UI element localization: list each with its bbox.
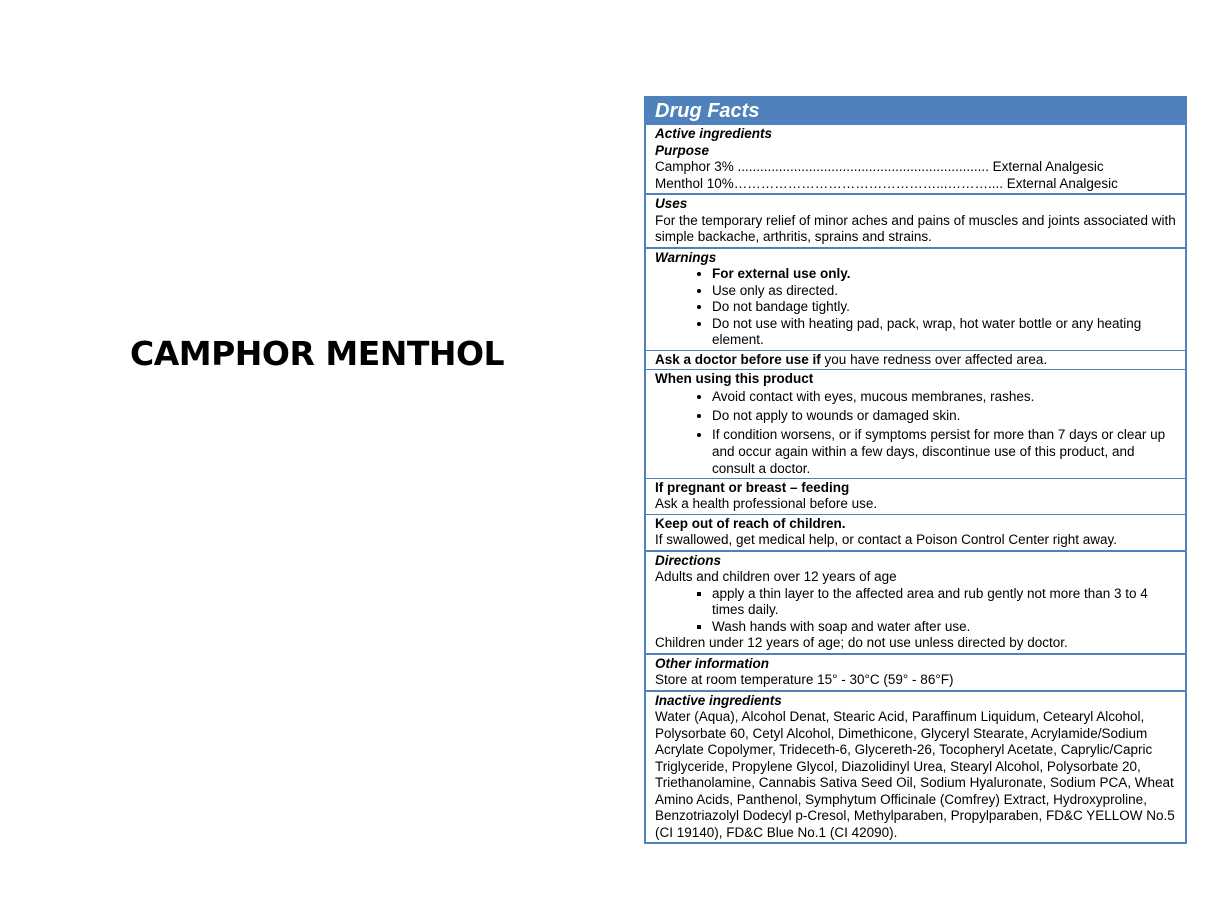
active-row-camphor: Camphor 3% ................................................................... External Analgesic [655,159,1104,174]
pregnant-section [646,478,1185,514]
warnings-section [646,247,1185,350]
inactive-ingredients-section [646,690,1185,843]
directions-intro: Adults and children over 12 years of age [655,569,897,584]
warnings-list [655,266,1176,349]
children-text: If swallowed, get medical help, or contact a Poison Control Center right away. [655,532,1117,547]
product-name: CAMPHOR MENTHOL [130,334,505,373]
list-item: • Do not bandage tightly. [712,299,1176,316]
inactive-ingredients-heading: Inactive ingredients [655,692,782,708]
children-section [646,514,1185,550]
active-row-menthol: Menthol 10%………………………………………...……….... External Analgesic [655,175,1118,191]
list-item: • Do not apply to wounds or damaged skin. [712,407,1176,424]
warnings-heading: Warnings [655,249,717,265]
list-item: • Use only as directed. [712,283,1176,300]
pregnant-heading: If pregnant or breast – feeding [655,479,850,495]
list-item: • Avoid contact with eyes, mucous membranes, rashes. [712,388,1176,405]
pregnant-text: Ask a health professional before use. [655,496,878,511]
inactive-ingredients-text: Water (Aqua), Alcohol Denat, Stearic Acid, Paraffinum Liquidum, Cetearyl Alcohol, Polysorbate 60, Cetyl Alcohol, Dimethicone, Glyceryl Stearate, Acrylamide/Sodium Acrylate Copolymer, Trideceth-6, Glycereth-26, Tocopheryl Acetate, Caprylic/Capric Triglyceride, Propylene Glycol, Diazolidinyl Urea, Stearyl Alcohol, Polysorbate 20, Triethanolamine, Cannabis Sativa Seed Oil, Sodium Hyaluronate, Sodium PCA, Wheat Amino Acids, Panthenol, Symphytum Officinale (Comfrey) Extract, Hydroxyproline, Benzotriazolyl Dodecyl p-Cresol, Methylparaben, Propylparaben, FD&C YELLOW No.5 (CI 19140), FD&C Blue No.1 (CI 42090). [655,709,1175,840]
other-information-heading: Other information [655,655,769,671]
drug-facts-title: Drug Facts [646,98,1185,124]
list-item: • For external use only. [712,266,1176,283]
uses-text: For the temporary relief of minor aches and pains of muscles and joints associated with simple backache, arthritis, sprains and strains. [655,212,1176,244]
ask-doctor-text: you have redness over affected area. [820,351,1048,367]
other-information-text: Store at room temperature 15° - 30°C (59° - 86°F) [655,672,954,687]
when-using-list [655,388,1176,477]
when-using-section [646,369,1185,478]
active-ingredients-heading: Active ingredients [655,126,773,141]
ask-doctor-section [646,350,1185,370]
list-item: • If condition worsens, or if symptoms persist for more than 7 days or clear up and occur again within a few days, discontinue use of this product, and consult a doctor. [712,426,1176,477]
directions-list [655,586,1176,636]
children-heading: Keep out of reach of children. [655,515,846,531]
directions-children: Children under 12 years of age; do not use unless directed by doctor. [655,635,1068,650]
uses-heading: Uses [655,196,688,211]
active-ingredients-section [646,124,1185,193]
purpose-heading: Purpose [655,142,710,158]
directions-heading: Directions [655,552,722,568]
directions-section [646,550,1185,653]
when-using-heading: When using this product [655,371,814,386]
uses-section [646,193,1185,247]
other-information-section [646,653,1185,690]
list-item: • Do not use with heating pad, pack, wrap, hot water bottle or any heating element. [712,316,1176,349]
list-item: ▪ apply a thin layer to the affected area and rub gently not more than 3 to 4 times daily. [712,586,1176,619]
drug-facts-panel [644,96,1187,844]
list-item: ▪ Wash hands with soap and water after use. [712,619,1176,636]
ask-doctor-heading: Ask a doctor before use if [655,351,821,367]
